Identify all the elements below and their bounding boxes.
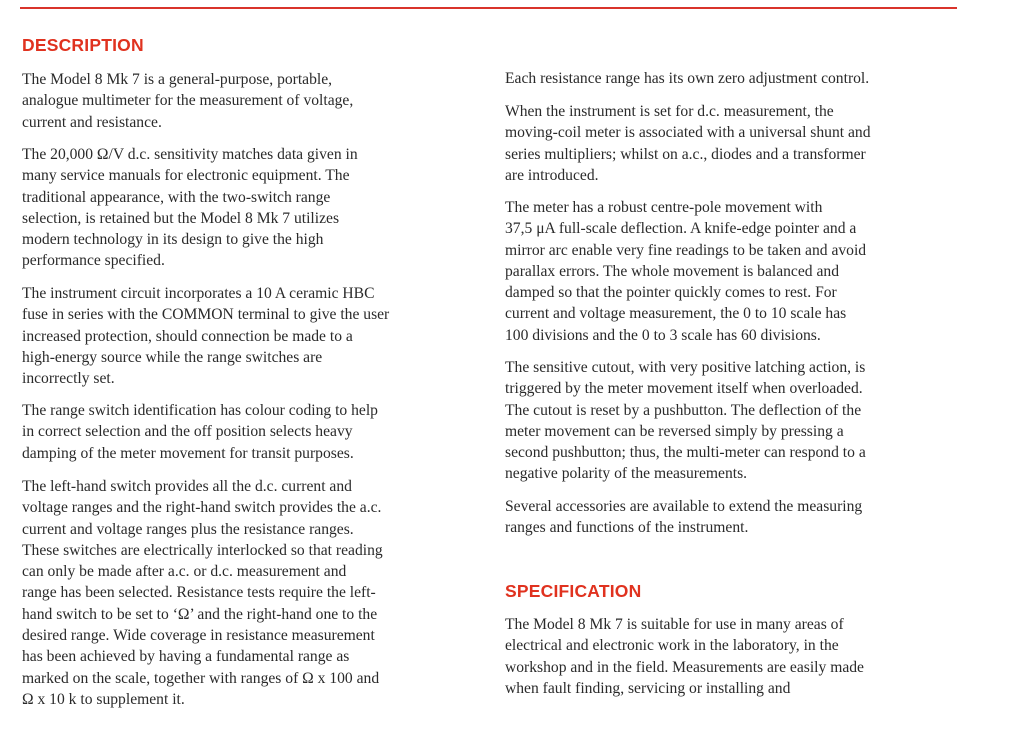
paragraph-colour-coding <box>22 400 378 464</box>
text-line: current and resistance. <box>22 113 162 131</box>
text-line: performance specified. <box>22 252 165 270</box>
text-line: are introduced. <box>505 166 599 184</box>
text-line: These switches are electrically interlocked so that reading <box>22 541 383 559</box>
text-line: The instrument circuit incorporates a 10 A ceramic HBC <box>22 285 375 302</box>
text-line: can only be made after a.c. or d.c. measurement and <box>22 563 347 581</box>
text-line: 37,5 μA full-scale deflection. A knife-edge pointer and a <box>505 220 857 238</box>
text-line: incorrectly set. <box>22 370 115 388</box>
text-line: When the instrument is set for d.c. measurement, the <box>505 103 834 120</box>
text-line: triggered by the meter movement itself when overloaded. <box>505 380 863 398</box>
text-line: range has been selected. Resistance tests require the left- <box>22 584 376 602</box>
text-line: The cutout is reset by a pushbutton. The deflection of the <box>505 401 862 419</box>
text-line: desired range. Wide coverage in resistance measurement <box>22 627 375 645</box>
text-line: workshop and in the field. Measurements are easily made <box>505 658 864 676</box>
text-line: damping of the meter movement for transit purposes. <box>22 444 354 462</box>
text-line: damped so that the pointer quickly comes to rest. For <box>505 284 837 302</box>
paragraph-cutout <box>505 357 866 485</box>
text-line: 100 divisions and the 0 to 3 scale has 60 divisions. <box>505 326 821 344</box>
text-line: electrical and electronic work in the laboratory, in the <box>505 637 839 655</box>
top-rule <box>20 7 957 9</box>
text-line: voltage ranges and the right-hand switch provides the a.c. <box>22 499 382 517</box>
text-line: analogue multimeter for the measurement of voltage, <box>22 92 354 110</box>
text-line: Each resistance range has its own zero adjustment control. <box>505 70 870 87</box>
paragraph-switches <box>22 476 383 710</box>
text-line: second pushbutton; thus, the multi-meter can respond to a <box>505 444 866 462</box>
text-line: selection, is retained but the Model 8 Mk 7 utilizes <box>22 209 340 227</box>
text-line: mirror arc enable very fine readings to be taken and avoid <box>505 241 867 259</box>
text-line: The Model 8 Mk 7 is a general-purpose, portable, <box>22 71 333 88</box>
text-line: The Model 8 Mk 7 is suitable for use in many areas of <box>505 616 844 633</box>
text-line: current and voltage measurement, the 0 to 10 scale has <box>505 305 847 323</box>
text-line: The 20,000 Ω/V d.c. sensitivity matches data given in <box>22 146 358 163</box>
text-line: Several accessories are available to extend the measuring <box>505 498 863 515</box>
text-line: has been achieved by having a fundamental range as <box>22 648 350 666</box>
paragraph-intro <box>22 69 353 133</box>
text-line: The meter has a robust centre-pole movement with <box>505 199 823 216</box>
text-line: marked on the scale, together with ranges of Ω x 100 and <box>22 669 380 687</box>
text-line: in correct selection and the off position selects heavy <box>22 423 353 441</box>
paragraph-zero-adjust <box>505 68 869 89</box>
paragraph-meter-movement <box>505 197 866 346</box>
paragraph-fuse <box>22 283 389 389</box>
specification-heading: SPECIFICATION <box>505 581 642 601</box>
paragraph-sensitivity <box>22 144 358 272</box>
paragraph-dc-measurement <box>505 101 871 186</box>
text-line: increased protection, should connection be made to a <box>22 327 353 345</box>
text-line: meter movement can be reversed simply by pressing a <box>505 422 844 440</box>
text-line: The left-hand switch provides all the d.c. current and <box>22 478 352 495</box>
description-heading: DESCRIPTION <box>22 35 144 55</box>
text-line: The sensitive cutout, with very positive latching action, is <box>505 359 866 376</box>
text-line: current and voltage ranges plus the resistance ranges. <box>22 520 354 538</box>
text-line: Ω x 10 k to supplement it. <box>22 690 185 708</box>
text-line: fuse in series with the COMMON terminal to give the user <box>22 306 390 324</box>
text-line: traditional appearance, with the two-switch range <box>22 188 331 206</box>
paragraph-accessories <box>505 496 862 539</box>
text-line: series multipliers; whilst on a.c., diodes and a transformer <box>505 145 866 163</box>
text-line: negative polarity of the measurements. <box>505 465 748 483</box>
text-line: ranges and functions of the instrument. <box>505 519 749 537</box>
text-line: moving-coil meter is associated with a universal shunt and <box>505 124 871 142</box>
text-line: hand switch to be set to ‘Ω’ and the right-hand one to the <box>22 605 378 623</box>
text-line: many service manuals for electronic equipment. The <box>22 167 350 185</box>
text-line: modern technology in its design to give the high <box>22 231 324 249</box>
text-line: The range switch identification has colour coding to help <box>22 402 378 419</box>
paragraph-specification <box>505 614 864 699</box>
text-line: high-energy source while the range switches are <box>22 348 323 366</box>
text-line: when fault finding, servicing or installing and <box>505 679 791 697</box>
text-line: parallax errors. The whole movement is balanced and <box>505 262 839 280</box>
